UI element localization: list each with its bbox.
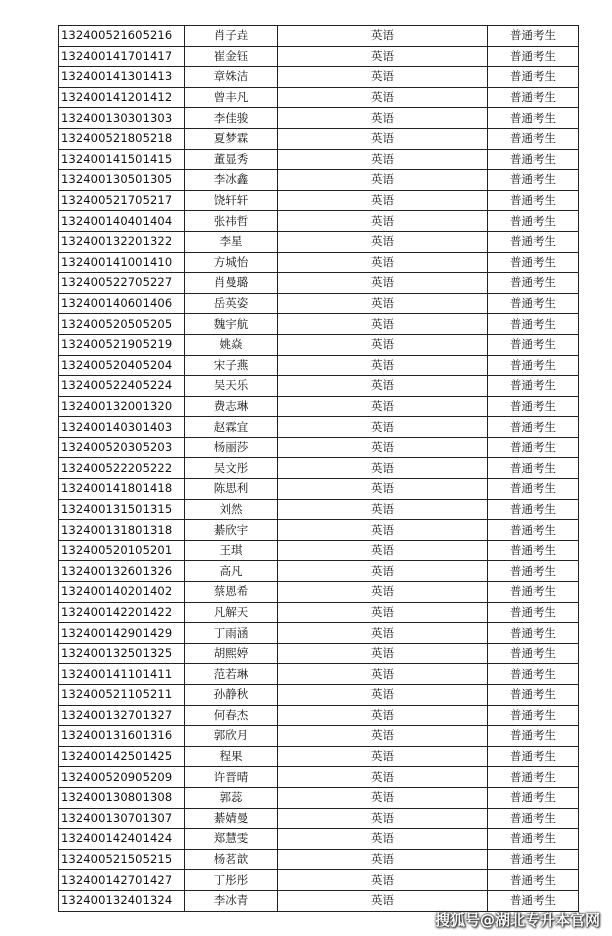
table-row: [59, 643, 579, 664]
candidate-id-cell: 132400131501315: [59, 499, 185, 520]
candidate-id-cell: 132400130301303: [59, 108, 185, 129]
candidate-name-cell: 董显秀: [185, 149, 278, 170]
table-row: [59, 87, 579, 108]
candidate-type-cell: 普通考生: [488, 582, 579, 603]
candidate-name-cell: 李星: [185, 231, 278, 252]
subject-cell: 英语: [278, 67, 488, 88]
table-row: [59, 540, 579, 561]
candidate-name-cell: 刘然: [185, 499, 278, 520]
candidate-name-cell: 郑慧雯: [185, 829, 278, 850]
candidate-type-cell: 普通考生: [488, 314, 579, 335]
candidate-name-cell: 杨茗歆: [185, 849, 278, 870]
subject-cell: 英语: [278, 437, 488, 458]
candidate-id-cell: 132400520905209: [59, 767, 185, 788]
candidate-table-container: [58, 25, 578, 912]
subject-cell: 英语: [278, 829, 488, 850]
table-row: [59, 149, 579, 170]
candidate-type-cell: 普通考生: [488, 211, 579, 232]
candidate-id-cell: 132400132401324: [59, 890, 185, 911]
table-row: [59, 190, 579, 211]
candidate-name-cell: 崔金钰: [185, 46, 278, 67]
candidate-name-cell: 郭欣月: [185, 726, 278, 747]
candidate-name-cell: 杨丽莎: [185, 437, 278, 458]
subject-cell: 英语: [278, 602, 488, 623]
candidate-name-cell: 费志琳: [185, 396, 278, 417]
subject-cell: 英语: [278, 849, 488, 870]
candidate-type-cell: 普通考生: [488, 623, 579, 644]
candidate-id-cell: 132400142701427: [59, 870, 185, 891]
candidate-name-cell: 丁彤彤: [185, 870, 278, 891]
subject-cell: 英语: [278, 561, 488, 582]
candidate-id-cell: 132400521805218: [59, 128, 185, 149]
candidate-id-cell: 132400522205222: [59, 458, 185, 479]
candidate-id-cell: 132400132501325: [59, 643, 185, 664]
candidate-name-cell: 蔡恩希: [185, 582, 278, 603]
table-row: [59, 128, 579, 149]
candidate-name-cell: 许晋晴: [185, 767, 278, 788]
candidate-type-cell: 普通考生: [488, 437, 579, 458]
candidate-id-cell: 132400141201412: [59, 87, 185, 108]
candidate-type-cell: 普通考生: [488, 108, 579, 129]
candidate-type-cell: 普通考生: [488, 561, 579, 582]
candidate-id-cell: 132400521705217: [59, 190, 185, 211]
candidate-type-cell: 普通考生: [488, 602, 579, 623]
candidate-table-body: [59, 26, 579, 912]
subject-cell: 英语: [278, 540, 488, 561]
subject-cell: 英语: [278, 334, 488, 355]
candidate-name-cell: 丁雨涵: [185, 623, 278, 644]
table-row: [59, 67, 579, 88]
candidate-id-cell: 132400130501305: [59, 170, 185, 191]
subject-cell: 英语: [278, 458, 488, 479]
subject-cell: 英语: [278, 231, 488, 252]
table-row: [59, 314, 579, 335]
subject-cell: 英语: [278, 499, 488, 520]
candidate-id-cell: 132400141001410: [59, 252, 185, 273]
subject-cell: 英语: [278, 870, 488, 891]
subject-cell: 英语: [278, 582, 488, 603]
candidate-name-cell: 章姝洁: [185, 67, 278, 88]
table-row: [59, 705, 579, 726]
subject-cell: 英语: [278, 890, 488, 911]
subject-cell: 英语: [278, 479, 488, 500]
candidate-id-cell: 132400142501425: [59, 746, 185, 767]
table-row: [59, 499, 579, 520]
candidate-id-cell: 132400521905219: [59, 334, 185, 355]
candidate-id-cell: 132400141301413: [59, 67, 185, 88]
candidate-type-cell: 普通考生: [488, 190, 579, 211]
candidate-name-cell: 方城怡: [185, 252, 278, 273]
table-row: [59, 437, 579, 458]
candidate-id-cell: 132400131801318: [59, 520, 185, 541]
candidate-name-cell: 吴文彤: [185, 458, 278, 479]
table-row: [59, 829, 579, 850]
candidate-table: [58, 25, 579, 912]
subject-cell: 英语: [278, 87, 488, 108]
candidate-name-cell: 凡解天: [185, 602, 278, 623]
table-row: [59, 685, 579, 706]
table-row: [59, 623, 579, 644]
subject-cell: 英语: [278, 26, 488, 47]
candidate-name-cell: 李冰鑫: [185, 170, 278, 191]
candidate-id-cell: 132400130801308: [59, 787, 185, 808]
candidate-id-cell: 132400142201422: [59, 602, 185, 623]
table-row: [59, 870, 579, 891]
candidate-name-cell: 綦婧曼: [185, 808, 278, 829]
candidate-type-cell: 普通考生: [488, 767, 579, 788]
candidate-type-cell: 普通考生: [488, 170, 579, 191]
candidate-name-cell: 何春杰: [185, 705, 278, 726]
table-row: [59, 787, 579, 808]
candidate-name-cell: 夏梦霖: [185, 128, 278, 149]
candidate-id-cell: 132400140401404: [59, 211, 185, 232]
candidate-name-cell: 赵霖宜: [185, 417, 278, 438]
candidate-id-cell: 132400520505205: [59, 314, 185, 335]
candidate-name-cell: 张祎哲: [185, 211, 278, 232]
candidate-name-cell: 王琪: [185, 540, 278, 561]
subject-cell: 英语: [278, 396, 488, 417]
table-row: [59, 767, 579, 788]
candidate-id-cell: 132400520305203: [59, 437, 185, 458]
candidate-type-cell: 普通考生: [488, 746, 579, 767]
table-row: [59, 334, 579, 355]
table-row: [59, 376, 579, 397]
candidate-type-cell: 普通考生: [488, 334, 579, 355]
subject-cell: 英语: [278, 623, 488, 644]
subject-cell: 英语: [278, 705, 488, 726]
candidate-type-cell: 普通考生: [488, 664, 579, 685]
candidate-type-cell: 普通考生: [488, 458, 579, 479]
candidate-type-cell: 普通考生: [488, 26, 579, 47]
candidate-type-cell: 普通考生: [488, 273, 579, 294]
candidate-id-cell: 132400131601316: [59, 726, 185, 747]
table-row: [59, 808, 579, 829]
subject-cell: 英语: [278, 664, 488, 685]
candidate-name-cell: 胡熙婷: [185, 643, 278, 664]
candidate-type-cell: 普通考生: [488, 808, 579, 829]
candidate-name-cell: 肖子垚: [185, 26, 278, 47]
candidate-id-cell: 132400141701417: [59, 46, 185, 67]
candidate-type-cell: 普通考生: [488, 67, 579, 88]
candidate-type-cell: 普通考生: [488, 231, 579, 252]
table-row: [59, 726, 579, 747]
table-row: [59, 26, 579, 47]
subject-cell: 英语: [278, 293, 488, 314]
table-row: [59, 602, 579, 623]
table-row: [59, 520, 579, 541]
subject-cell: 英语: [278, 767, 488, 788]
table-row: [59, 108, 579, 129]
candidate-id-cell: 132400132201322: [59, 231, 185, 252]
candidate-id-cell: 132400142901429: [59, 623, 185, 644]
candidate-name-cell: 程果: [185, 746, 278, 767]
candidate-id-cell: 132400140301403: [59, 417, 185, 438]
candidate-id-cell: 132400141501415: [59, 149, 185, 170]
subject-cell: 英语: [278, 417, 488, 438]
candidate-id-cell: 132400140201402: [59, 582, 185, 603]
subject-cell: 英语: [278, 190, 488, 211]
candidate-name-cell: 郭蕊: [185, 787, 278, 808]
candidate-name-cell: 宋子燕: [185, 355, 278, 376]
subject-cell: 英语: [278, 355, 488, 376]
candidate-type-cell: 普通考生: [488, 890, 579, 911]
candidate-id-cell: 132400132601326: [59, 561, 185, 582]
candidate-type-cell: 普通考生: [488, 293, 579, 314]
table-row: [59, 890, 579, 911]
candidate-type-cell: 普通考生: [488, 829, 579, 850]
candidate-type-cell: 普通考生: [488, 643, 579, 664]
candidate-name-cell: 李佳骏: [185, 108, 278, 129]
subject-cell: 英语: [278, 643, 488, 664]
subject-cell: 英语: [278, 252, 488, 273]
table-row: [59, 458, 579, 479]
candidate-type-cell: 普通考生: [488, 849, 579, 870]
subject-cell: 英语: [278, 211, 488, 232]
candidate-id-cell: 132400520105201: [59, 540, 185, 561]
subject-cell: 英语: [278, 149, 488, 170]
candidate-type-cell: 普通考生: [488, 417, 579, 438]
candidate-name-cell: 岳英姿: [185, 293, 278, 314]
candidate-id-cell: 132400140601406: [59, 293, 185, 314]
candidate-name-cell: 吴天乐: [185, 376, 278, 397]
candidate-name-cell: 陈思利: [185, 479, 278, 500]
table-row: [59, 170, 579, 191]
candidate-type-cell: 普通考生: [488, 479, 579, 500]
candidate-name-cell: 曾丰凡: [185, 87, 278, 108]
subject-cell: 英语: [278, 726, 488, 747]
candidate-type-cell: 普通考生: [488, 685, 579, 706]
subject-cell: 英语: [278, 128, 488, 149]
candidate-id-cell: 132400521605216: [59, 26, 185, 47]
table-row: [59, 211, 579, 232]
candidate-type-cell: 普通考生: [488, 149, 579, 170]
candidate-name-cell: 饶轩轩: [185, 190, 278, 211]
subject-cell: 英语: [278, 808, 488, 829]
table-row: [59, 664, 579, 685]
subject-cell: 英语: [278, 273, 488, 294]
candidate-type-cell: 普通考生: [488, 87, 579, 108]
candidate-name-cell: 李冰青: [185, 890, 278, 911]
candidate-name-cell: 高凡: [185, 561, 278, 582]
candidate-type-cell: 普通考生: [488, 46, 579, 67]
table-row: [59, 849, 579, 870]
table-row: [59, 396, 579, 417]
table-row: [59, 46, 579, 67]
subject-cell: 英语: [278, 685, 488, 706]
table-row: [59, 231, 579, 252]
candidate-id-cell: 132400520405204: [59, 355, 185, 376]
subject-cell: 英语: [278, 170, 488, 191]
table-row: [59, 746, 579, 767]
candidate-id-cell: 132400141101411: [59, 664, 185, 685]
candidate-type-cell: 普通考生: [488, 128, 579, 149]
candidate-type-cell: 普通考生: [488, 499, 579, 520]
candidate-type-cell: 普通考生: [488, 376, 579, 397]
candidate-name-cell: 肖曼璐: [185, 273, 278, 294]
candidate-id-cell: 132400522705227: [59, 273, 185, 294]
candidate-type-cell: 普通考生: [488, 540, 579, 561]
candidate-type-cell: 普通考生: [488, 787, 579, 808]
table-row: [59, 561, 579, 582]
table-row: [59, 479, 579, 500]
candidate-id-cell: 132400142401424: [59, 829, 185, 850]
subject-cell: 英语: [278, 787, 488, 808]
candidate-id-cell: 132400132001320: [59, 396, 185, 417]
candidate-id-cell: 132400132701327: [59, 705, 185, 726]
candidate-type-cell: 普通考生: [488, 252, 579, 273]
candidate-type-cell: 普通考生: [488, 870, 579, 891]
subject-cell: 英语: [278, 314, 488, 335]
subject-cell: 英语: [278, 376, 488, 397]
candidate-name-cell: 綦欣宇: [185, 520, 278, 541]
table-row: [59, 252, 579, 273]
candidate-id-cell: 132400130701307: [59, 808, 185, 829]
candidate-id-cell: 132400141801418: [59, 479, 185, 500]
subject-cell: 英语: [278, 108, 488, 129]
table-row: [59, 355, 579, 376]
candidate-name-cell: 魏宇航: [185, 314, 278, 335]
subject-cell: 英语: [278, 46, 488, 67]
candidate-id-cell: 132400521105211: [59, 685, 185, 706]
candidate-type-cell: 普通考生: [488, 520, 579, 541]
candidate-name-cell: 孙静秋: [185, 685, 278, 706]
candidate-type-cell: 普通考生: [488, 726, 579, 747]
candidate-type-cell: 普通考生: [488, 355, 579, 376]
candidate-name-cell: 姚焱: [185, 334, 278, 355]
candidate-id-cell: 132400521505215: [59, 849, 185, 870]
candidate-type-cell: 普通考生: [488, 705, 579, 726]
watermark-text: 搜狐号@湖北专升本官网: [434, 911, 600, 929]
subject-cell: 英语: [278, 746, 488, 767]
candidate-id-cell: 132400522405224: [59, 376, 185, 397]
table-row: [59, 582, 579, 603]
table-row: [59, 273, 579, 294]
candidate-type-cell: 普通考生: [488, 396, 579, 417]
candidate-name-cell: 范若琳: [185, 664, 278, 685]
subject-cell: 英语: [278, 520, 488, 541]
table-row: [59, 417, 579, 438]
table-row: [59, 293, 579, 314]
